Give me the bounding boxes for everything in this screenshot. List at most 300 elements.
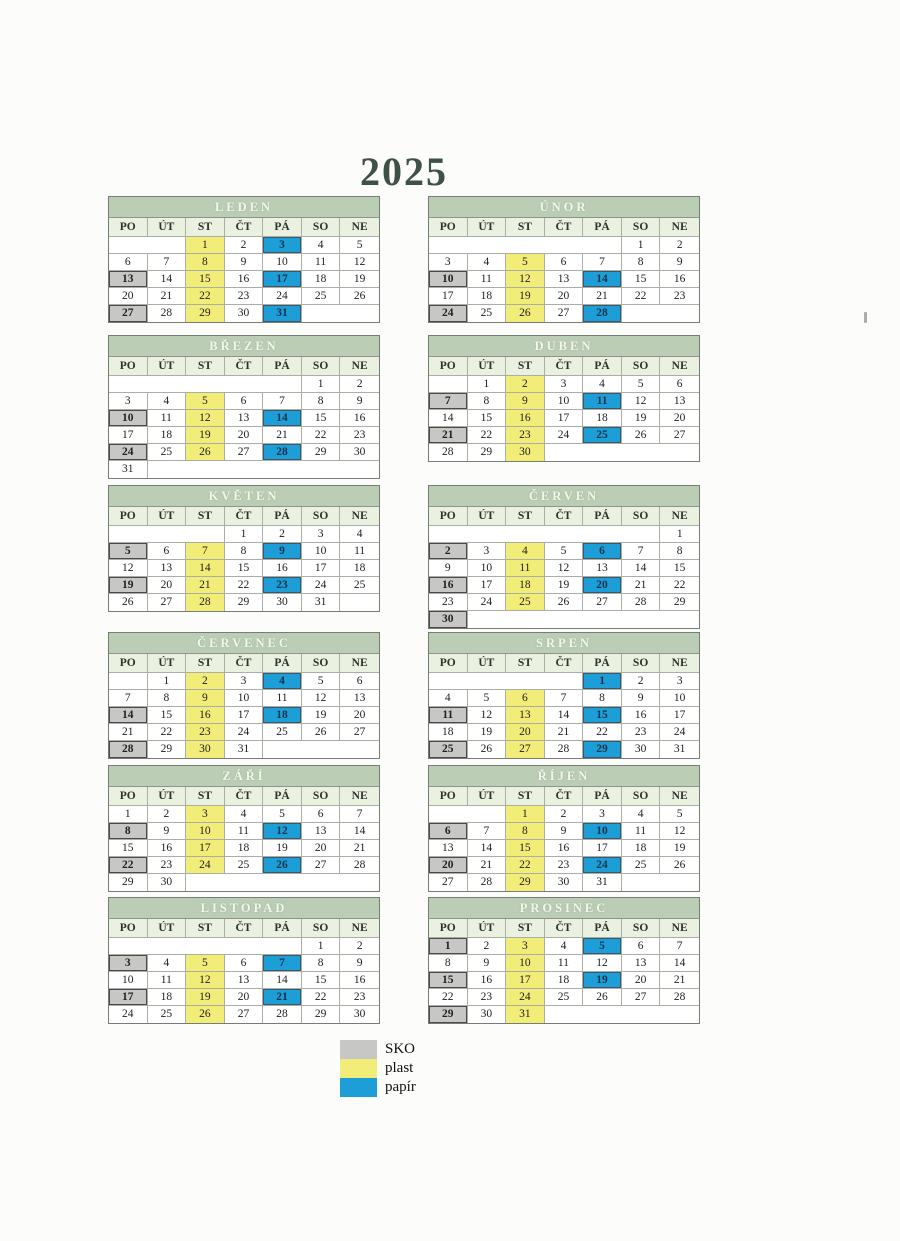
day-cell: 11 — [340, 543, 379, 560]
day-cell: 25 — [302, 288, 341, 305]
day-cell: 27 — [660, 427, 699, 444]
day-cell: 15 — [660, 560, 699, 577]
day-cell: 18 — [506, 577, 545, 594]
day-cell: 9 — [340, 393, 379, 410]
day-cell: 13 — [545, 271, 584, 288]
day-cell: 22 — [302, 427, 341, 444]
day-cell: 28 — [263, 1006, 302, 1023]
day-cell: 15 — [506, 840, 545, 857]
day-cell: 17 — [583, 840, 622, 857]
day-cell: 14 — [263, 972, 302, 989]
week-row — [109, 237, 379, 254]
day-cell: 3 — [302, 526, 341, 543]
day-cell: 9 — [263, 543, 302, 560]
day-cell: 2 — [225, 237, 264, 254]
day-cell: 31 — [673, 743, 686, 755]
day-cell: 7 — [468, 823, 507, 840]
week-row — [109, 989, 379, 1006]
day-cell: 16 — [545, 840, 584, 857]
day-cell: 1 — [109, 806, 148, 823]
day-cell: 20 — [545, 288, 584, 305]
day-cell: 30 — [353, 1008, 366, 1020]
day-cell: 19 — [506, 288, 545, 305]
day-cell: 1 — [302, 376, 341, 393]
day-cell: 25 — [340, 577, 379, 594]
day-cell: 18 — [340, 560, 379, 577]
week-row — [109, 594, 379, 611]
day-cell: 14 — [545, 707, 584, 724]
legend — [340, 1040, 416, 1097]
day-cell: 2 — [506, 376, 545, 393]
day-cell: 20 — [302, 840, 341, 857]
day-cell: 10 — [302, 543, 341, 560]
day-cell: 9 — [225, 254, 264, 271]
week-row — [109, 526, 379, 543]
day-cell: 5 — [302, 673, 341, 690]
week-row — [109, 857, 379, 874]
day-cell: 26 — [660, 857, 699, 874]
legend-swatch-papir — [340, 1078, 377, 1097]
weekday-header: SO — [302, 919, 341, 938]
week-row — [429, 741, 699, 758]
weekday-header: SO — [302, 787, 341, 806]
day-cell: 1 — [148, 673, 187, 690]
day-cell: 17 — [186, 840, 225, 857]
day-cell: 21 — [660, 972, 699, 989]
day-cell: 18 — [225, 840, 264, 857]
weekday-header: ÚT — [468, 787, 507, 806]
weekday-header: ÚT — [148, 507, 187, 526]
day-cell: 3 — [109, 955, 148, 972]
day-cell: 4 — [302, 237, 341, 254]
day-cell: 21 — [468, 857, 507, 874]
day-cell: 22 — [225, 577, 264, 594]
empty-cell — [109, 376, 302, 393]
week-row — [109, 955, 379, 972]
day-cell: 12 — [545, 560, 584, 577]
day-cell: 1 — [660, 526, 699, 543]
week-row — [429, 874, 699, 891]
day-cell: 24 — [263, 288, 302, 305]
day-cell: 16 — [225, 271, 264, 288]
day-cell: 9 — [545, 823, 584, 840]
empty-cell — [109, 237, 186, 254]
week-row — [429, 288, 699, 305]
weekday-header: PO — [109, 507, 148, 526]
weekday-header: ST — [506, 919, 545, 938]
day-cell: 8 — [148, 690, 187, 707]
weekday-header: PÁ — [263, 357, 302, 376]
week-row — [109, 673, 379, 690]
weekday-header: NE — [340, 654, 379, 673]
day-cell: 26 — [302, 724, 341, 741]
day-cell: 14 — [340, 823, 379, 840]
day-cell: 1 — [302, 938, 341, 955]
weekday-header: ST — [186, 787, 225, 806]
weekday-header: ST — [506, 357, 545, 376]
weekday-header: PÁ — [263, 654, 302, 673]
weekday-header: NE — [660, 357, 699, 376]
day-cell: 13 — [429, 840, 468, 857]
day-cell: 10 — [506, 955, 545, 972]
month-title: ÚNOR — [429, 197, 699, 218]
day-cell: 24 — [506, 989, 545, 1006]
day-cell: 7 — [622, 543, 661, 560]
empty-cell — [429, 526, 660, 543]
day-cell: 26 — [186, 1006, 225, 1023]
weekday-header: PO — [429, 919, 468, 938]
day-cell: 7 — [583, 254, 622, 271]
day-cell: 8 — [225, 543, 264, 560]
day-cell: 6 — [225, 955, 264, 972]
day-cell: 5 — [109, 543, 148, 560]
day-cell: 30 — [186, 741, 225, 758]
day-cell: 24 — [109, 1006, 148, 1023]
day-cell: 2 — [263, 526, 302, 543]
day-cell: 22 — [302, 989, 341, 1006]
week-row — [109, 840, 379, 857]
day-cell: 20 — [340, 707, 379, 724]
week-row — [429, 305, 699, 322]
day-cell: 17 — [109, 989, 148, 1006]
weekday-header: ST — [186, 507, 225, 526]
day-cell: 3 — [429, 254, 468, 271]
week-row — [429, 271, 699, 288]
day-cell: 28 — [263, 444, 302, 461]
weekday-header: PÁ — [583, 919, 622, 938]
day-cell: 21 — [340, 840, 379, 857]
day-cell: 26 — [340, 288, 379, 305]
weekday-header-row — [109, 919, 379, 938]
day-cell: 23 — [660, 288, 699, 305]
week-row — [429, 560, 699, 577]
legend-label-papir: papír — [385, 1079, 416, 1095]
day-cell: 9 — [622, 690, 661, 707]
day-cell: 13 — [622, 955, 661, 972]
day-cell: 9 — [660, 254, 699, 271]
weekday-header: SO — [302, 218, 341, 237]
week-row — [429, 955, 699, 972]
day-cell: 6 — [660, 376, 699, 393]
weekday-header: NE — [340, 787, 379, 806]
legend-label-plast: plast — [385, 1060, 414, 1076]
day-cell: 13 — [340, 690, 379, 707]
day-cell: 20 — [109, 288, 148, 305]
month-1 — [108, 196, 380, 323]
empty-cell — [622, 874, 699, 891]
day-cell: 8 — [583, 690, 622, 707]
week-row — [429, 840, 699, 857]
day-cell: 24 — [545, 427, 584, 444]
weekday-header: ST — [506, 787, 545, 806]
day-cell: 28 — [429, 444, 468, 461]
day-cell: 25 — [148, 444, 187, 461]
day-cell: 14 — [263, 410, 302, 427]
weekday-header-row — [429, 654, 699, 673]
day-cell: 19 — [340, 271, 379, 288]
day-cell: 20 — [225, 427, 264, 444]
day-cell: 5 — [583, 938, 622, 955]
day-cell: 29 — [302, 1006, 341, 1023]
day-cell: 31 — [109, 461, 148, 478]
weekday-header: ÚT — [148, 787, 187, 806]
day-cell: 18 — [302, 271, 341, 288]
day-cell: 11 — [429, 707, 468, 724]
day-cell: 19 — [622, 410, 661, 427]
month-5 — [108, 485, 380, 612]
day-cell: 16 — [429, 577, 468, 594]
day-cell: 30 — [340, 444, 379, 461]
day-cell: 10 — [429, 271, 468, 288]
month-11 — [108, 897, 380, 1024]
week-row — [109, 288, 379, 305]
weekday-header: NE — [340, 357, 379, 376]
day-cell: 6 — [545, 254, 584, 271]
empty-cell — [302, 305, 379, 322]
day-cell: 5 — [622, 376, 661, 393]
day-cell: 27 — [545, 305, 584, 322]
day-cell: 15 — [583, 707, 622, 724]
day-cell: 25 — [583, 427, 622, 444]
weekday-header: NE — [660, 919, 699, 938]
empty-cell — [429, 806, 506, 823]
day-cell: 20 — [429, 857, 468, 874]
day-cell: 28 — [660, 989, 699, 1006]
day-cell: 28 — [468, 874, 507, 891]
weekday-header: ST — [506, 654, 545, 673]
day-cell: 10 — [225, 690, 264, 707]
weekday-header: PÁ — [263, 218, 302, 237]
weekday-header: PÁ — [583, 218, 622, 237]
weekday-header: SO — [302, 507, 341, 526]
day-cell: 22 — [186, 288, 225, 305]
day-cell: 19 — [583, 972, 622, 989]
day-cell: 2 — [660, 237, 699, 254]
day-cell: 12 — [583, 955, 622, 972]
day-cell: 20 — [622, 972, 661, 989]
day-cell: 8 — [186, 254, 225, 271]
day-cell: 23 — [468, 989, 507, 1006]
day-cell: 11 — [225, 823, 264, 840]
day-cell: 18 — [468, 288, 507, 305]
day-cell: 27 — [506, 741, 545, 758]
day-cell: 28 — [583, 305, 622, 322]
day-cell: 31 — [263, 305, 302, 322]
week-row — [429, 237, 699, 254]
day-cell: 13 — [660, 393, 699, 410]
day-cell: 13 — [109, 271, 148, 288]
week-row — [429, 393, 699, 410]
week-row — [109, 376, 379, 393]
month-4 — [428, 335, 700, 462]
day-cell: 3 — [186, 806, 225, 823]
day-cell: 16 — [340, 972, 379, 989]
weekday-header: ČT — [545, 357, 584, 376]
empty-cell — [109, 938, 302, 955]
day-cell: 31 — [302, 594, 341, 611]
day-cell: 22 — [429, 989, 468, 1006]
day-cell: 9 — [186, 690, 225, 707]
weekday-header: ČT — [225, 787, 264, 806]
day-cell: 28 — [545, 741, 584, 758]
weekday-header: ST — [506, 218, 545, 237]
weekday-header: SO — [622, 654, 661, 673]
day-cell: 14 — [622, 560, 661, 577]
day-cell: 26 — [263, 857, 302, 874]
day-cell: 16 — [622, 707, 661, 724]
month-3 — [108, 335, 380, 479]
month-title: ZÁŘÍ — [109, 766, 379, 787]
week-row — [429, 938, 699, 955]
month-9 — [108, 765, 380, 892]
day-cell: 25 — [148, 1006, 187, 1023]
day-cell: 11 — [148, 972, 187, 989]
weekday-header: ÚT — [148, 654, 187, 673]
day-cell: 16 — [506, 410, 545, 427]
weekday-header: PO — [429, 507, 468, 526]
empty-cell — [429, 237, 622, 254]
day-cell: 10 — [545, 393, 584, 410]
week-row — [109, 577, 379, 594]
day-cell: 11 — [622, 823, 661, 840]
day-cell: 27 — [225, 1006, 264, 1023]
weekday-header: ČT — [545, 919, 584, 938]
empty-cell — [186, 874, 379, 891]
empty-cell — [468, 611, 699, 628]
week-row — [429, 673, 699, 690]
day-cell: 25 — [225, 857, 264, 874]
day-cell: 25 — [429, 741, 468, 758]
month-title: ČERVENEC — [109, 633, 379, 654]
week-row — [429, 410, 699, 427]
weekday-header: NE — [660, 787, 699, 806]
day-cell: 31 — [225, 741, 264, 758]
day-cell: 12 — [468, 707, 507, 724]
day-cell: 1 — [225, 526, 264, 543]
day-cell: 28 — [186, 594, 225, 611]
empty-cell — [429, 376, 468, 393]
day-cell: 25 — [545, 989, 584, 1006]
day-cell: 15 — [302, 972, 341, 989]
day-cell: 18 — [148, 989, 187, 1006]
day-cell: 5 — [660, 806, 699, 823]
week-row — [109, 707, 379, 724]
day-cell: 20 — [148, 577, 187, 594]
day-cell: 3 — [109, 393, 148, 410]
month-7 — [108, 632, 380, 759]
day-cell: 8 — [109, 823, 148, 840]
weekday-header: NE — [660, 507, 699, 526]
day-cell: 24 — [302, 577, 341, 594]
weekday-header: ČT — [225, 507, 264, 526]
weekday-header: ÚT — [468, 919, 507, 938]
day-cell: 20 — [506, 724, 545, 741]
week-row — [429, 611, 699, 628]
legend-swatch-plast — [340, 1059, 377, 1078]
day-cell: 27 — [302, 857, 341, 874]
week-row — [109, 806, 379, 823]
day-cell: 8 — [622, 254, 661, 271]
weekday-header: ST — [506, 507, 545, 526]
day-cell: 15 — [186, 271, 225, 288]
day-cell: 19 — [263, 840, 302, 857]
weekday-header: PO — [109, 787, 148, 806]
day-cell: 1 — [429, 938, 468, 955]
day-cell: 23 — [340, 427, 379, 444]
day-cell: 29 — [660, 594, 699, 611]
day-cell: 15 — [429, 972, 468, 989]
day-cell: 5 — [506, 254, 545, 271]
page-title: 2025 — [360, 149, 448, 194]
week-row — [429, 543, 699, 560]
day-cell: 29 — [225, 594, 264, 611]
day-cell: 14 — [583, 271, 622, 288]
day-cell: 4 — [225, 806, 264, 823]
day-cell: 8 — [468, 393, 507, 410]
day-cell: 19 — [186, 989, 225, 1006]
empty-cell — [109, 673, 148, 690]
day-cell: 21 — [263, 989, 302, 1006]
day-cell: 15 — [109, 840, 148, 857]
weekday-header: ÚT — [148, 357, 187, 376]
weekday-header-row — [109, 654, 379, 673]
day-cell: 27 — [429, 874, 468, 891]
day-cell: 15 — [622, 271, 661, 288]
day-cell: 14 — [660, 955, 699, 972]
day-cell: 29 — [468, 444, 507, 461]
weekday-header: PO — [429, 654, 468, 673]
day-cell: 3 — [506, 938, 545, 955]
empty-cell — [622, 305, 699, 322]
day-cell: 7 — [660, 938, 699, 955]
day-cell: 25 — [506, 594, 545, 611]
day-cell: 12 — [340, 254, 379, 271]
month-10 — [428, 765, 700, 892]
day-cell: 11 — [545, 955, 584, 972]
day-cell: 15 — [225, 560, 264, 577]
week-row — [429, 1006, 699, 1023]
day-cell: 1 — [622, 237, 661, 254]
day-cell: 2 — [468, 938, 507, 955]
day-cell: 30 — [622, 741, 661, 758]
day-cell: 6 — [429, 823, 468, 840]
day-cell: 17 — [263, 271, 302, 288]
day-cell: 10 — [109, 972, 148, 989]
day-cell: 29 — [186, 305, 225, 322]
week-row — [429, 989, 699, 1006]
weekday-header-row — [109, 357, 379, 376]
day-cell: 1 — [583, 673, 622, 690]
day-cell: 30 — [263, 594, 302, 611]
month-title: DUBEN — [429, 336, 699, 357]
day-cell: 12 — [109, 560, 148, 577]
week-row — [109, 690, 379, 707]
weekday-header: SO — [622, 218, 661, 237]
day-cell: 16 — [340, 410, 379, 427]
day-cell: 27 — [583, 594, 622, 611]
day-cell: 6 — [583, 543, 622, 560]
day-cell: 13 — [506, 707, 545, 724]
day-cell: 29 — [429, 1006, 468, 1023]
day-cell: 12 — [186, 410, 225, 427]
weekday-header-row — [429, 218, 699, 237]
day-cell: 23 — [622, 724, 661, 741]
day-cell: 16 — [660, 271, 699, 288]
day-cell: 14 — [468, 840, 507, 857]
day-cell: 21 — [545, 724, 584, 741]
empty-cell — [148, 461, 379, 478]
day-cell: 23 — [148, 857, 187, 874]
